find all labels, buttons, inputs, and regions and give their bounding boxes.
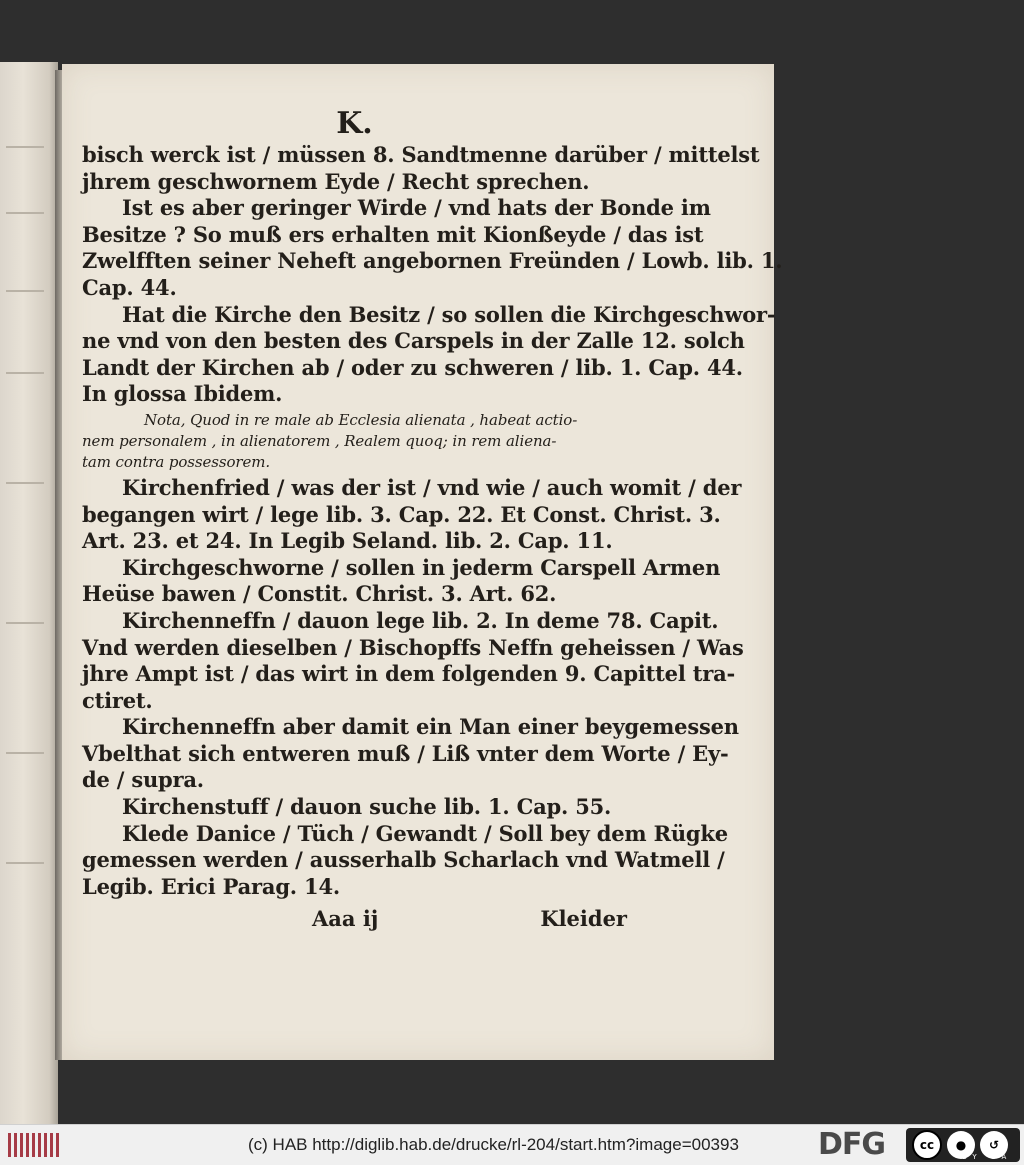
paragraph bbox=[82, 820, 728, 901]
text-line: bisch werck ist / müssen 8. Sandtmenne darüber / mittelst bbox=[82, 142, 760, 167]
text-line: Kirchenstuff / dauon suche lib. 1. Cap. 55. bbox=[122, 794, 612, 820]
edge-mark bbox=[6, 482, 44, 484]
text-line: Ist es aber geringer Wirde / vnd hats der Bonde im bbox=[122, 195, 711, 221]
edge-mark bbox=[6, 862, 44, 864]
dfg-logo: DFG bbox=[818, 1127, 886, 1162]
text-line: gemessen werden / ausserhalb Scharlach vnd Watmell / bbox=[82, 847, 725, 873]
share-alike-icon: ↺ bbox=[980, 1131, 1008, 1159]
paragraph bbox=[82, 142, 760, 195]
page-text bbox=[82, 106, 783, 934]
edge-mark bbox=[6, 752, 44, 754]
note-line: tam contra possessorem. bbox=[82, 452, 271, 471]
text-line: ctiret. bbox=[82, 687, 153, 713]
copyright-link[interactable]: (c) HAB http://diglib.hab.de/drucke/rl-204/start.htm?image=00393 bbox=[248, 1135, 739, 1154]
text-line: Heüse bawen / Constit. Christ. 3. Art. 62. bbox=[82, 581, 557, 607]
text-line: jhrem geschwornem Eyde / Recht sprechen. bbox=[82, 168, 590, 194]
text-line: ne vnd von den besten des Carspels in der Zalle 12. solch bbox=[82, 328, 745, 354]
text-line: In glossa Ibidem. bbox=[82, 381, 283, 407]
edge-mark bbox=[6, 146, 44, 148]
page-header-letter: K. bbox=[336, 106, 373, 141]
library-barcode-icon bbox=[8, 1133, 59, 1157]
text-line: Art. 23. et 24. In Legib Seland. lib. 2. Cap. 11. bbox=[82, 528, 613, 554]
paragraph bbox=[82, 195, 783, 301]
text-line: Kirchgeschworne / sollen in jederm Carspell Armen bbox=[122, 554, 721, 580]
text-line: de / supra. bbox=[82, 767, 204, 793]
paragraph bbox=[82, 794, 627, 821]
edge-mark bbox=[6, 622, 44, 624]
catchword: Kleider bbox=[540, 906, 627, 932]
edge-mark bbox=[6, 372, 44, 374]
text-line: Cap. 44. bbox=[82, 274, 177, 300]
text-line: Vnd werden dieselben / Bischopffs Neffn geheissen / Was bbox=[82, 634, 744, 660]
cc-icon: cc bbox=[912, 1130, 942, 1160]
signature-mark: Aaa ij bbox=[312, 906, 379, 932]
text-line: Kirchenneffn / dauon lege lib. 2. In deme 78. Capit. bbox=[122, 607, 719, 633]
text-line: Klede Danice / Tüch / Gewandt / Soll bey dem Rügke bbox=[122, 820, 728, 846]
text-line: begangen wirt / lege lib. 3. Cap. 22. Et Const. Christ. 3. bbox=[82, 501, 721, 527]
edge-mark bbox=[6, 290, 44, 292]
attribution-icon: ● bbox=[947, 1131, 975, 1159]
page-footer-line bbox=[82, 904, 627, 934]
text-line: Landt der Kirchen ab / oder zu schweren / lib. 1. Cap. 44. bbox=[82, 354, 743, 380]
paragraph bbox=[82, 301, 776, 408]
note-line: nem personalem , in alienatorem , Realem quoq; in rem aliena- bbox=[82, 431, 557, 450]
license-terms: BY SA bbox=[962, 1153, 1013, 1161]
text-line: Legib. Erici Parag. 14. bbox=[82, 873, 340, 899]
paragraph bbox=[82, 714, 739, 794]
latin-note bbox=[82, 410, 627, 473]
text-line: Zwelfften seiner Neheft angebornen Freünden / Lowb. lib. 1. bbox=[82, 248, 783, 274]
scanned-page bbox=[62, 64, 783, 1060]
text-line: Kirchenneffn aber damit ein Man einer beygemessen bbox=[122, 714, 739, 740]
paragraph bbox=[82, 607, 744, 714]
text-line: Vbelthat sich entweren muß / Liß vnter dem Worte / Ey- bbox=[82, 740, 729, 766]
edge-mark bbox=[6, 212, 44, 214]
note-line: Nota, Quod in re male ab Ecclesia alienata , habeat actio- bbox=[144, 410, 578, 429]
text-line: Kirchenfried / was der ist / vnd wie / auch womit / der bbox=[122, 474, 742, 500]
paragraph bbox=[82, 554, 721, 608]
text-line: jhre Ampt ist / das wirt in dem folgenden 9. Capittel tra- bbox=[82, 661, 735, 687]
text-line: Besitze ? So muß ers erhalten mit Kionßeyde / das ist bbox=[82, 221, 704, 247]
viewer-footer bbox=[0, 1124, 1024, 1165]
cc-license-badge[interactable] bbox=[906, 1128, 1020, 1162]
text-line: Hat die Kirche den Besitz / so sollen die Kirchgeschwor- bbox=[122, 301, 776, 327]
paragraph bbox=[82, 474, 742, 555]
previous-page-edge bbox=[0, 62, 58, 1124]
